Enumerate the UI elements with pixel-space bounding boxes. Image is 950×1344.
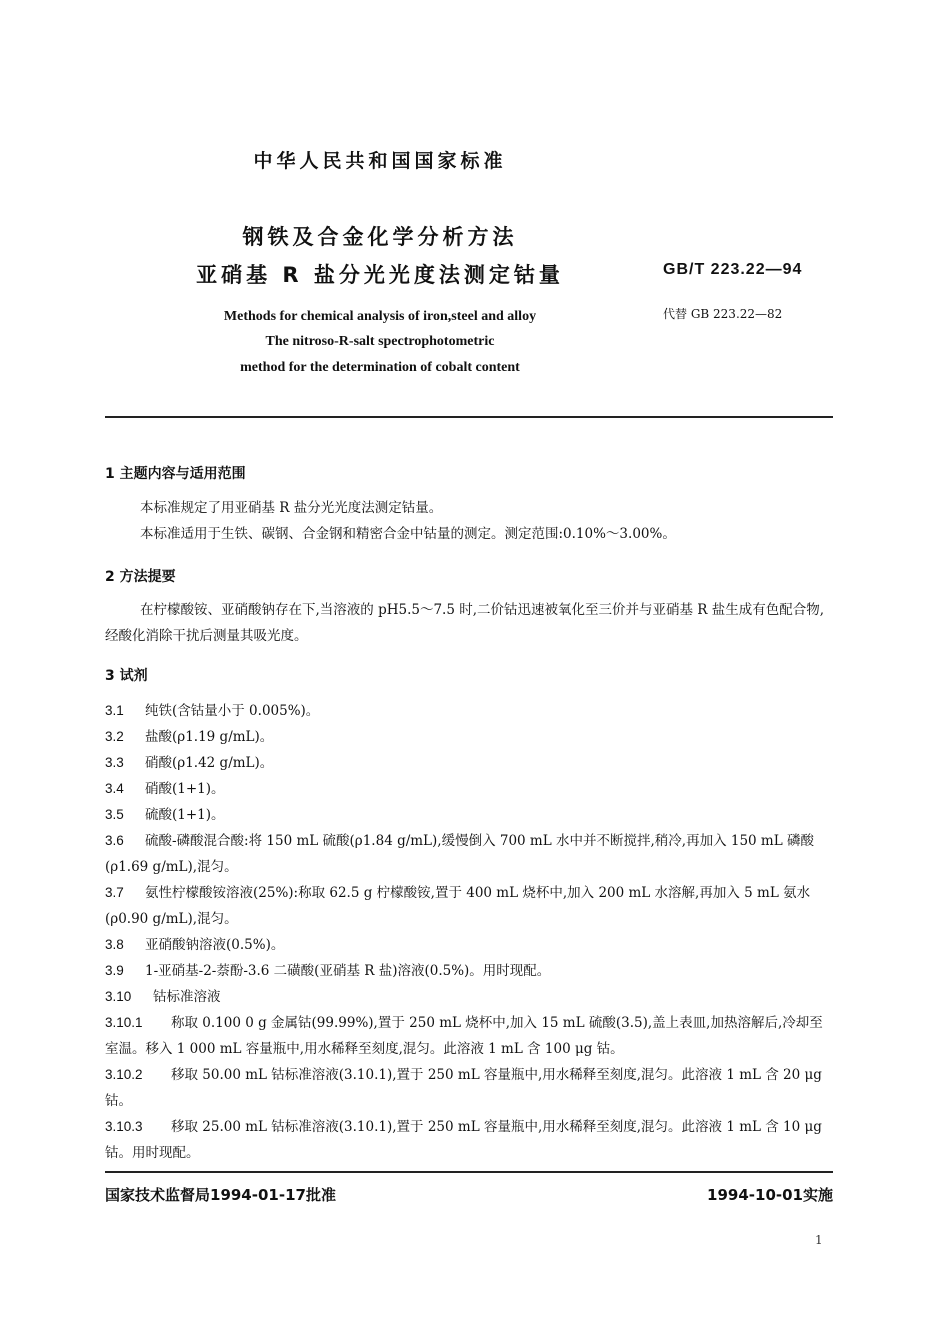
title-line-2: 亚硝基 R 盐分光光度法测定钴量 [196, 263, 564, 287]
footer-divider [105, 1171, 833, 1173]
reagent-item [105, 724, 833, 750]
reagent-item [105, 750, 833, 776]
section-1-paragraph-1: 本标准规定了用亚硝基 R 盐分光光度法测定钴量。 [140, 500, 443, 516]
section-2-heading: 2 方法提要 [105, 569, 176, 585]
item-text: 盐酸(ρ1.19 g/mL)。 [145, 729, 274, 745]
item-text: 氨性柠檬酸铵溶液(25%):称取 62.5 g 柠檬酸铵,置于 400 mL 烧杯中,加入 200 mL 水溶解,再加入 5 mL 氨水(ρ0.90 g/mL),混匀。 [105, 885, 811, 927]
section-3-heading: 3 试剂 [105, 668, 148, 684]
item-number: 3.5 [105, 807, 124, 822]
reagent-item [105, 932, 833, 958]
item-text: 移取 25.00 mL 钴标准溶液(3.10.1),置于 250 mL 容量瓶中,用水稀释至刻度,混匀。此溶液 1 mL 含 10 μg 钴。用时现配。 [105, 1119, 822, 1161]
reagent-item [105, 1010, 833, 1062]
english-title-line-1: Methods for chemical analysis of iron,steel and alloy [223, 309, 537, 324]
item-text: 硫酸(1+1)。 [145, 807, 225, 823]
item-text: 硝酸(1+1)。 [145, 781, 225, 797]
title-line-1: 钢铁及合金化学分析方法 [242, 225, 518, 249]
item-number: 3.1 [105, 703, 124, 718]
item-number: 3.10 [105, 989, 132, 1004]
reagent-item [105, 984, 833, 1010]
item-number: 3.10.1 [105, 1015, 143, 1030]
item-number: 3.8 [105, 937, 124, 952]
item-text: 1-亚硝基-2-萘酚-3.6 二磺酸(亚硝基 R 盐)溶液(0.5%)。用时现配。 [145, 963, 551, 979]
reagent-item [105, 1062, 833, 1114]
item-number: 3.4 [105, 781, 124, 796]
item-text: 亚硝酸钠溶液(0.5%)。 [145, 937, 285, 953]
english-title-line-3: method for the determination of cobalt content [240, 360, 520, 375]
effective-date: 1994-10-01实施 [707, 1186, 833, 1204]
reagent-item [105, 698, 833, 724]
item-text: 称取 0.100 0 g 金属钴(99.99%),置于 250 mL 烧杯中,加入 15 mL 硫酸(3.5),盖上表皿,加热溶解后,冷却至室温。移入 1 000 mL 容量瓶中,用水稀释至刻度,混匀。此溶液 1 mL 含 100 μg 钴。 [105, 1015, 823, 1057]
standard-number: GB/T 223.22—94 [663, 261, 803, 278]
page-number: 1 [815, 1233, 823, 1247]
replaces-note: 代替 GB 223.22—82 [663, 307, 783, 321]
item-text: 移取 50.00 mL 钴标准溶液(3.10.1),置于 250 mL 容量瓶中,用水稀释至刻度,混匀。此溶液 1 mL 含 20 μg 钴。 [105, 1067, 822, 1109]
item-number: 3.6 [105, 833, 124, 848]
reagent-item [105, 802, 833, 828]
reagent-item [105, 880, 833, 932]
item-number: 3.7 [105, 885, 124, 900]
item-number: 3.9 [105, 963, 124, 978]
item-number: 3.10.3 [105, 1119, 143, 1134]
section-1-heading: 1 主题内容与适用范围 [105, 466, 246, 482]
approval-date: 国家技术监督局1994-01-17批准 [105, 1186, 336, 1204]
item-text: 钴标准溶液 [153, 989, 221, 1005]
reagent-item [105, 828, 833, 880]
header-divider [105, 416, 833, 418]
item-number: 3.10.2 [105, 1067, 143, 1082]
national-standard-label: 中华人民共和国国家标准 [253, 150, 507, 172]
english-title-line-2: The nitroso-R-salt spectrophotometric [265, 334, 495, 349]
item-text: 硫酸-磷酸混合酸:将 150 mL 硫酸(ρ1.84 g/mL),缓慢倒入 700 mL 水中并不断搅拌,稍冷,再加入 150 mL 磷酸(ρ1.69 g/mL),混匀。 [105, 833, 814, 875]
reagent-item [105, 1114, 833, 1166]
reagent-item [105, 776, 833, 802]
item-number: 3.2 [105, 729, 124, 744]
item-text: 硝酸(ρ1.42 g/mL)。 [145, 755, 274, 771]
reagent-item [105, 958, 833, 984]
item-text: 纯铁(含钴量小于 0.005%)。 [145, 703, 320, 719]
section-2-paragraph: 在柠檬酸铵、亚硝酸钠存在下,当溶液的 pH5.5～7.5 时,二价钴迅速被氧化至三价并与亚硝基 R 盐生成有色配合物,经酸化消除干扰后测量其吸光度。 [105, 602, 825, 644]
section-1-paragraph-2: 本标准适用于生铁、碳钢、合金钢和精密合金中钴量的测定。测定范围:0.10%～3.00%。 [140, 526, 676, 542]
item-number: 3.3 [105, 755, 124, 770]
